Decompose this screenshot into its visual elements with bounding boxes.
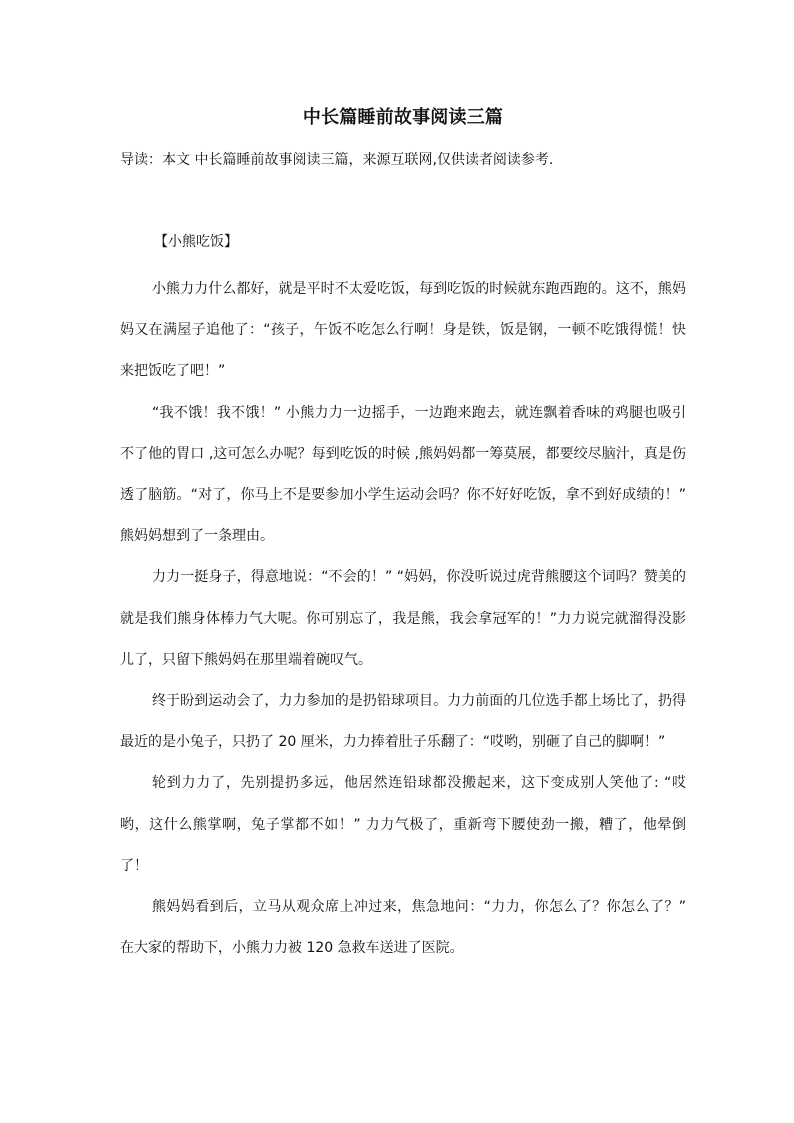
story-body — [120, 269, 686, 969]
story-paragraph: 熊妈妈看到后，立马从观众席上冲过来，焦急地问：“力力，你怎么了？你怎么了？” 在大家的帮助下，小熊力力被 120 急救车送进了医院。 — [120, 899, 686, 957]
section-heading: 【小熊吃饭】 — [154, 234, 238, 250]
document-title: 中长篇睡前故事阅读三篇 — [302, 107, 504, 128]
document-intro: 导读：本文 中长篇睡前故事阅读三篇，来源互联网,仅供读者阅读参考. — [120, 152, 554, 168]
story-paragraph: “我不饿！我不饿！” 小熊力力一边摇手，一边跑来跑去，就连飘着香味的鸡腿也吸引不了他的胃口 ,这可怎么办呢？每到吃饭的时候 ,熊妈妈都一筹莫展，都要绞尽脑汁，真是伤透了脑筋。“对了，你马上不是要参加小学生运动会吗？你不好好吃饭，拿不到好成绩的！” 熊妈妈想到了一条理由。 — [120, 404, 686, 545]
story-paragraph: 力力一挺身子，得意地说：“不会的！” “妈妈，你没听说过虎背熊腰这个词吗？赞美的就是我们熊身体棒力气大呢。你可别忘了，我是熊，我会拿冠军的！”力力说完就溜得没影儿了，只留下熊妈妈在那里端着碗叹气。 — [120, 569, 686, 668]
story-paragraph: 小熊力力什么都好，就是平时不太爱吃饭，每到吃饭的时候就东跑西跑的。这不，熊妈妈又在满屋子追他了：“孩子，午饭不吃怎么行啊！身是铁，饭是钢，一顿不吃饿得慌！快来把饭吃了吧！” — [120, 281, 686, 380]
story-paragraph: 终于盼到运动会了，力力参加的是扔铅球项目。力力前面的几位选手都上场比了，扔得最近的是小兔子，只扔了 20 厘米，力力捧着肚子乐翻了：“哎哟，别砸了自己的脚啊！” — [120, 693, 686, 751]
story-paragraph: 轮到力力了，先别提扔多远，他居然连铅球都没搬起来，这下变成别人笑他了: “哎哟，这什么熊掌啊，兔子掌都不如！” 力力气极了，重新弯下腰使劲一搬，糟了，他晕倒了！ — [120, 775, 686, 874]
